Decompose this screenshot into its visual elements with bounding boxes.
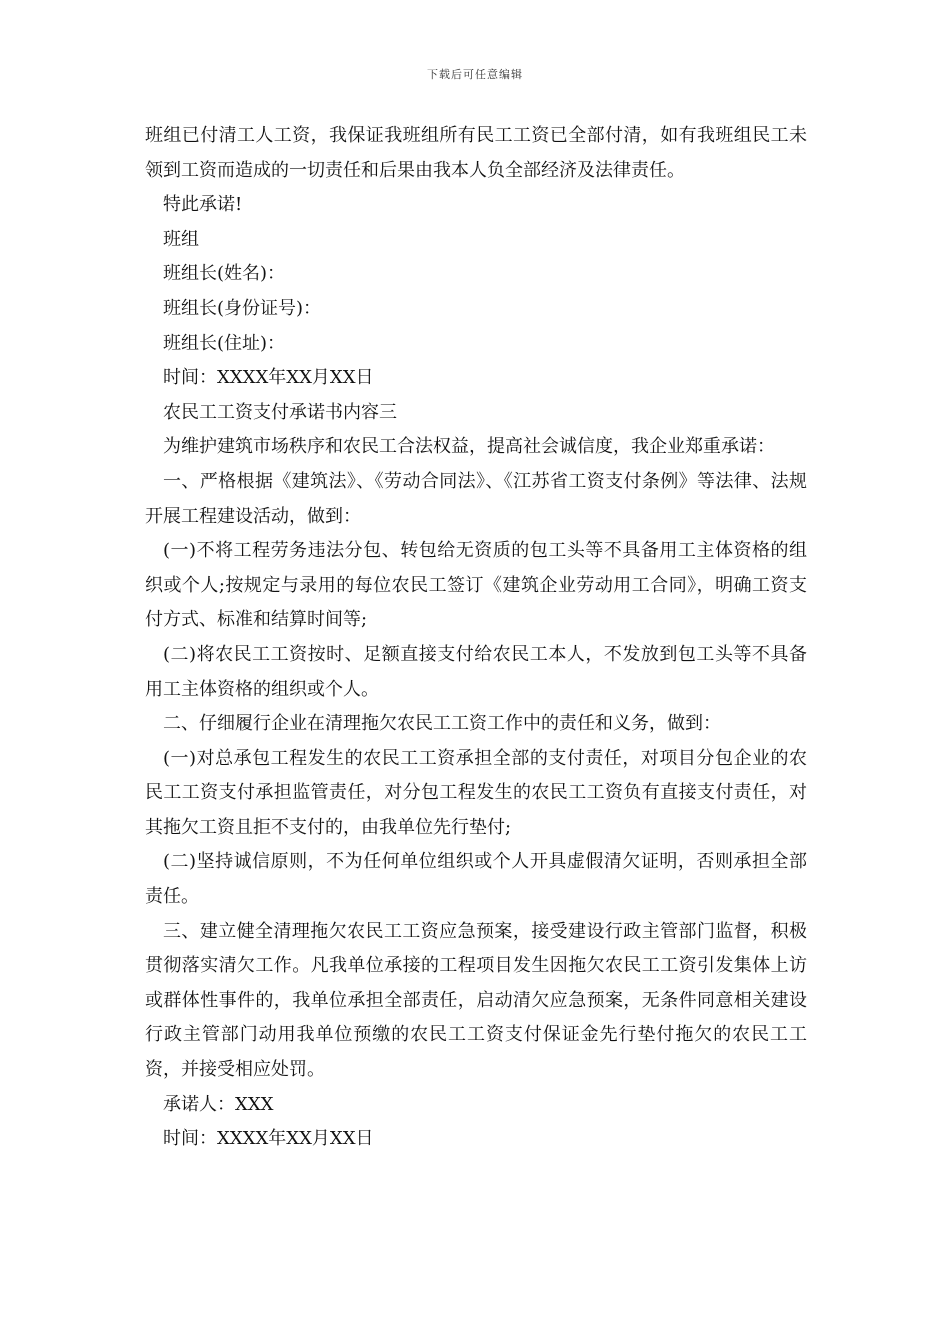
document-body [145,119,807,1157]
paragraph-item-2: 二、仔细履行企业在清理拖欠农民工工资工作中的责任和义务，做到： [163,713,721,735]
paragraph-item-1: 一、严格根据《建筑法》、《劳动合同法》、《江苏省工资支付条例》等法律、法规开展工程建设活动，做到： [145,470,807,527]
paragraph-item-1-sub-1: (一)不将工程劳务违法分包、转包给无资质的包工头等不具备用工主体资格的组织或个人;按规定与录用的每位农民工签订《建筑企业劳动用工合同》，明确工资支付方式、标准和结算时间等; [145,540,807,631]
paragraph-team: 班组 [163,228,199,250]
paragraph-item-2-sub-1: (一)对总承包工程发生的农民工工资承担全部的支付责任，对项目分包企业的农民工工资支付承担监管责任，对分包工程发生的农民工工资负有直接支付责任，对其拖欠工资且拒不支付的，由我单位先行垫付; [145,747,807,838]
paragraph-leader-id: 班组长(身份证号)： [163,297,322,319]
section-title-3: 农民工工资支付承诺书内容三 [163,401,397,423]
paragraph-pledge-closing: 特此承诺! [163,194,243,216]
paragraph-date-1: 时间：XXXX年XX月XX日 [163,367,374,389]
paragraph-date-2: 时间：XXXX年XX月XX日 [163,1128,374,1150]
paragraph-leader-address: 班组长(住址)： [163,332,286,354]
paragraph-item-3: 三、建立健全清理拖欠农民工工资应急预案，接受建设行政主管部门监督，积极贯彻落实清欠工作。凡我单位承接的工程项目发生因拖欠农民工工资引发集体上访或群体性事件的，我单位承担全部责任，启动清欠应急预案，无条件同意相关建设行政主管部门动用我单位预缴的农民工工资支付保证金先行垫付拖欠的农民工工资，并接受相应处罚。 [145,920,807,1081]
paragraph-pledger: 承诺人：XXX [163,1093,274,1115]
paragraph-item-1-sub-2: (二)将农民工工资按时、足额直接支付给农民工本人，不发放到包工头等不具备用工主体资格的组织或个人。 [145,643,807,700]
paragraph-continuation: 班组已付清工人工资，我保证我班组所有民工工资已全部付清，如有我班组民工未领到工资而造成的一切责任和后果由我本人负全部经济及法律责任。 [145,125,807,181]
paragraph-item-2-sub-2: (二)坚持诚信原则，不为任何单位组织或个人开具虚假清欠证明，否则承担全部责任。 [145,851,807,908]
paragraph-leader-name: 班组长(姓名)： [163,263,286,285]
paragraph-intro: 为维护建筑市场秩序和农民工合法权益，提高社会诚信度，我企业郑重承诺： [163,436,775,458]
page-header: 下载后可任意编辑 [427,68,523,81]
